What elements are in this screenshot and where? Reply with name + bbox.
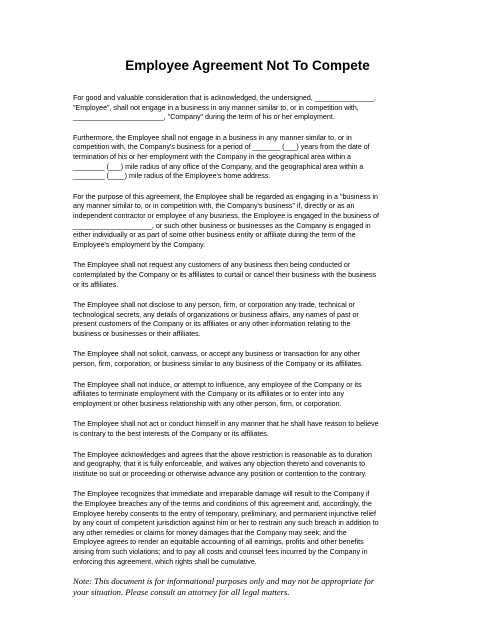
paragraph-consideration: For good and valuable consideration that is acknowledged, the undersigned, _______________, "Employee", shall not engage in a business in any manner similar to, or in competition with, _______________________, "Company" during the term of his or her employment. xyxy=(73,94,376,122)
disclaimer-note: Note: This document is for informational purposes only and may not be appropriate for your situation. Please consult an attorney for all legal matters. xyxy=(73,576,375,597)
paragraph-acknowledgement: The Employee acknowledges and agrees that the above restriction is reasonable as to duration and geography, that it is fully enforceable, and waives any objection thereto and covenants to institute no suit or proceeding or otherwise advance any position or contention to the contrary. xyxy=(73,450,372,478)
paragraph-non-compete-period: Furthermore, the Employee shall not engage in a business in any manner similar to, or in competition with, the Company's business for a period of _______ (___) years from the date of termination of his or her employment with the Company in the geographical area within a ________ (___) mile radius of any office of the Company, and the geographical area within a ________ (____) mile radius of the Employee's home address. xyxy=(73,133,370,181)
paragraph-customers: The Employee shall not request any customers of any business then being conducted or contemplated by the Company or its affiliates to curtail or cancel their business with the business or its affiliates. xyxy=(73,261,377,289)
paragraph-secrets: The Employee shall not disclose to any person, firm, or corporation any trade, technical or technological secrets, any details of organizations or business affairs, any names of past or present customers of the Company or its affiliates or any other information relating to the business or businesses or their affiliates. xyxy=(73,301,359,338)
paragraph-remedies: The Employee recognizes that immediate and irreparable damage will result to the Company if the Employee breaches any of the terms and conditions of this agreement and, accordingly, the Employee hereby consents to the entry of temporary, preliminary, and permanent injunctive relief by any court of competent jurisdiction against him or her to restrain any such breach in addition to any other remedies or claims for money damages that the Company may seek; and the Employee agrees to render an equitable accounting of all earnings, profits and other benefits arising from such violations; and to pay all costs and counsel fees incurred by the Company in enforcing this agreement, which rights shall be cumulative. xyxy=(73,490,379,566)
document-title: Employee Agreement Not To Compete xyxy=(125,58,370,73)
agreement-body xyxy=(73,94,433,578)
paragraph-employee-inducement: The Employee shall not induce, or attempt to influence, any employee of the Company or its affiliates to terminate employment with the Company or its affiliates or to enter into any employment or other business relationship with any other person, firm, or corporation. xyxy=(73,380,362,408)
paragraph-solicitation: The Employee shall not solicit, canvass, or accept any business or transaction for any other person, firm, corporation, or business similar to any business of the Company or its affiliates. xyxy=(73,350,364,369)
paragraph-conduct: The Employee shall not act or conduct himself in any manner that he shall have reason to believe is contrary to the best interests of the Company or its affiliates. xyxy=(73,420,379,439)
paragraph-business-definition: For the purpose of this agreement, the Employee shall be regarded as engaging in a "business in any manner similar to, or in competition with, the Company's business" if, directly or as an independent contractor or employee of any business, the Employee is engaged in the business of ____________________, or such other business or businesses as the Company is engaged in either individually or as part of some other business entity or affiliate during the term of the Employee's employment by the Company. xyxy=(73,192,380,249)
